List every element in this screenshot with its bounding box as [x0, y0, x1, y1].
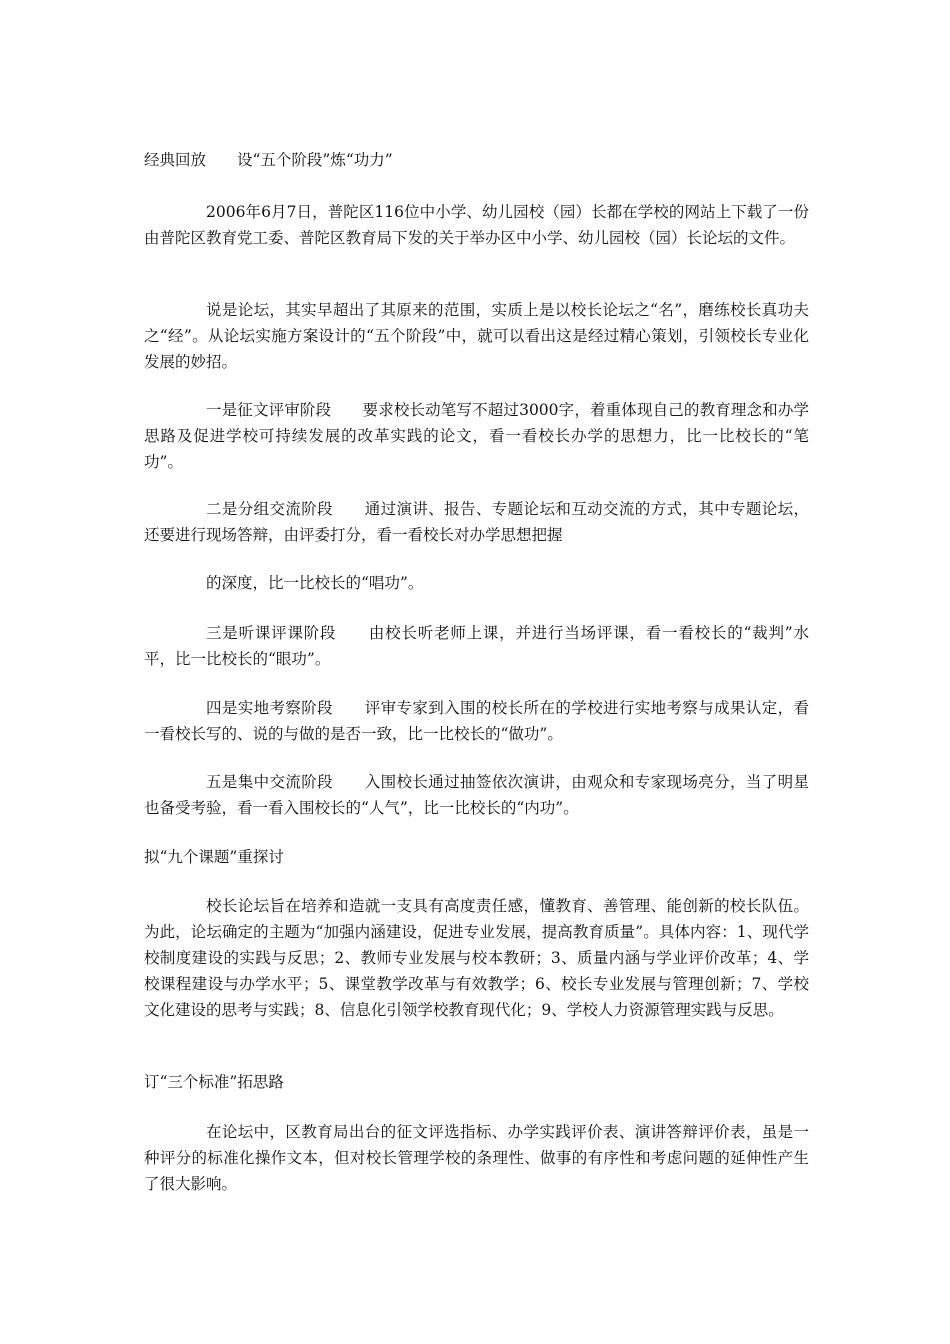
paragraph-nine-topics: 校长论坛旨在培养和造就一支具有高度责任感，懂教育、善管理、能创新的校长队伍。为此，论坛确定的主题为“加强内涵建设，促进专业发展，提高教育质量”。具体内容：1、现代学校制度建设的实践与反思；2、教师专业发展与校本教研；3、质量内涵与学业评价改革；4、学校课程建设与办学水平；5、课堂教学改革与有效教学；6、校长专业发展与管理创新；7、学校文化建设的思考与实践；8、信息化引领学校教育现代化；9、学校人力资源管理实践与反思。 [144, 897, 809, 1019]
paragraph-stage-five: 五是集中交流阶段 入围校长通过抽签依次演讲，由观众和专家现场亮分，当了明星也备受考验，看一看入围校长的“人气”，比一比校长的“内功”。 [144, 773, 809, 817]
paragraph-forum-description: 说是论坛，其实早超出了其原来的范围，实质上是以校长论坛之“名”，磨练校长真功夫之“经”。从论坛实施方案设计的“五个阶段”中，就可以看出这是经过精心策划，引领校长专业化发展的妙招。 [144, 301, 809, 371]
paragraph-three-standards: 在论坛中，区教育局出台的征文评选指标、办学实践评价表、演讲答辩评价表，虽是一种评分的标准化操作文本，但对校长管理学校的条理性、做事的有序性和考虑问题的延伸性产生了很大影响。 [144, 1123, 809, 1193]
paragraph-intro: 2006年6月7日，普陀区116位中小学、幼儿园校（园）长都在学校的网站上下载了一份由普陀区教育党工委、普陀区教育局下发的关于举办区中小学、幼儿园校（园）长论坛的文件。 [144, 203, 809, 247]
section-heading-three-standards: 订“三个标准”拓思路 [144, 1073, 284, 1091]
section-heading-nine-topics: 拟“九个课题”重探讨 [144, 848, 284, 866]
paragraph-stage-three: 三是听课评课阶段 由校长听老师上课，并进行当场评课，看一看校长的“裁判”水平，比一比校长的“眼功”。 [144, 624, 809, 668]
section-heading-classic-review: 经典回放 设“五个阶段”炼“功力” [144, 151, 393, 169]
paragraph-stage-two: 二是分组交流阶段 通过演讲、报告、专题论坛和互动交流的方式，其中专题论坛，还要进行现场答辩，由评委打分，看一看校长对办学思想把握 [144, 500, 809, 544]
paragraph-stage-one: 一是征文评审阶段 要求校长动笔写不超过3000字，着重体现自己的教育理念和办学思路及促进学校可持续发展的改革实践的论文，看一看校长办学的思想力，比一比校长的“笔功”。 [144, 401, 809, 471]
paragraph-stage-four: 四是实地考察阶段 评审专家到入围的校长所在的学校进行实地考察与成果认定，看一看校长写的、说的与做的是否一致，比一比校长的“做功”。 [144, 699, 809, 743]
paragraph-stage-two-continued: 的深度，比一比校长的“唱功”。 [206, 574, 424, 592]
